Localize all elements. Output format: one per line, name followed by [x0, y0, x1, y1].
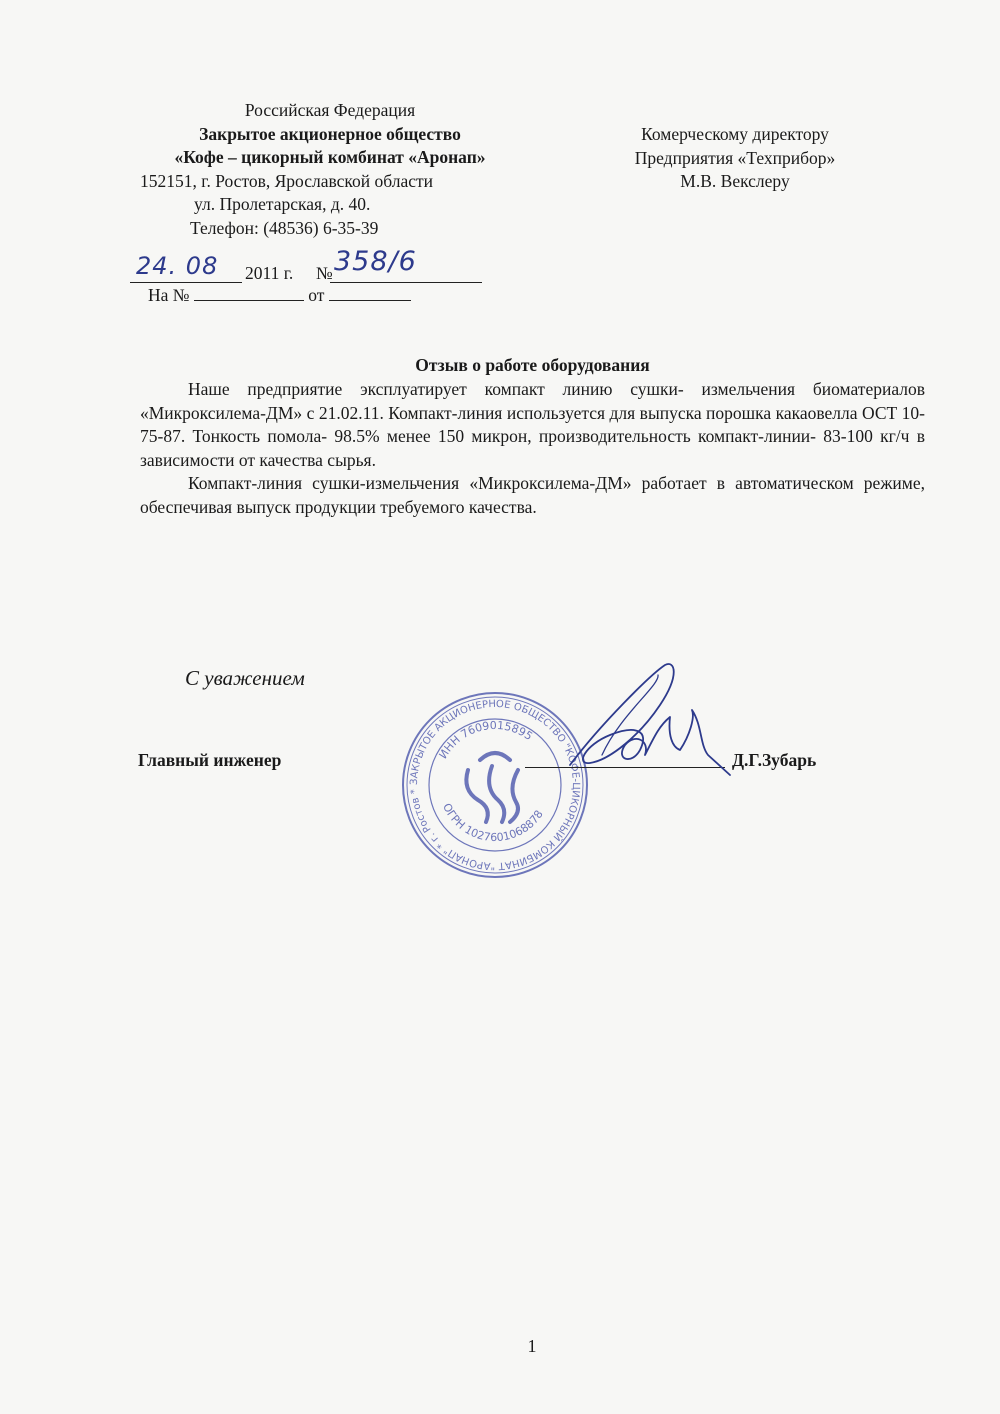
sender-org-name: «Кофе – цикорный комбинат «Аронап» [174, 147, 486, 167]
recipient-block [590, 123, 880, 194]
reference-label: На № [148, 285, 190, 305]
sender-country: Российская Федерация [244, 100, 416, 120]
sender-address-line1: 152151, г. Ростов, Ярославской области [140, 170, 434, 191]
signer-name: Д.Г.Зубарь [732, 750, 817, 770]
body-paragraph-1: Наше предприятие эксплуатирует компакт линию сушки- измельчения биоматериалов «Микроксилема-ДМ» с 21.02.11. Компакт-линия используется для выпуска порошка какаовелла ОСТ 10-75-87. Тонкость помола- 98.5% менее 150 микрон, производительность компакт-линии- 83-100 кг/ч в зависимости от качества сырья. [140, 379, 925, 470]
sender-address-line2: ул. Пролетарская, д. 40. [194, 194, 371, 214]
number-underline [330, 282, 482, 283]
sender-org-type: Закрытое акционерное общество [199, 123, 461, 144]
recipient-line3: М.В. Векслеру [680, 171, 790, 191]
closing-regards: С уважением [185, 666, 305, 690]
reference-line [148, 285, 411, 306]
recipient-line2: Предприятия «Техприбор» [634, 147, 836, 168]
reference-date-blank [329, 286, 411, 301]
sender-block [120, 99, 540, 240]
body-paragraph-2: Компакт-линия сушки-измельчения «Микроксилема-ДМ» работает в автоматическом режиме, обеспечивая выпуск продукции требуемого качества. [140, 473, 925, 517]
stamp-inn: ИНН 7609015895 [436, 718, 535, 762]
signer-position: Главный инженер [138, 750, 282, 770]
sender-phone: Телефон: (48536) 6-35-39 [190, 217, 379, 238]
date-underline [130, 282, 242, 283]
document-title: Отзыв о работе оборудования [415, 355, 650, 375]
reference-number-blank [194, 286, 304, 301]
stamp-logo-icon [466, 753, 518, 822]
registration-year: 2011 г. [245, 263, 294, 283]
reference-from-label: от [308, 285, 325, 305]
stamp-outer-text: ЗАКРЫТОЕ АКЦИОНЕРНОЕ ОБЩЕСТВО "КОФЕ-ЦИКОРНЫЙ КОМБИНАТ "АРОНАП" * г. Ростов * [408, 698, 582, 872]
handwritten-date: 24. 08 [136, 252, 219, 280]
registration-line [130, 246, 490, 286]
handwritten-signature [540, 655, 740, 785]
number-sign: № [316, 263, 333, 283]
page-number: 1 [527, 1336, 537, 1356]
document-body [140, 378, 925, 519]
recipient-line1: Комерческому директору [641, 124, 829, 144]
stamp-ogrn: ОГРН 1027601068878 [440, 801, 546, 845]
handwritten-number: 358/6 [334, 246, 417, 277]
